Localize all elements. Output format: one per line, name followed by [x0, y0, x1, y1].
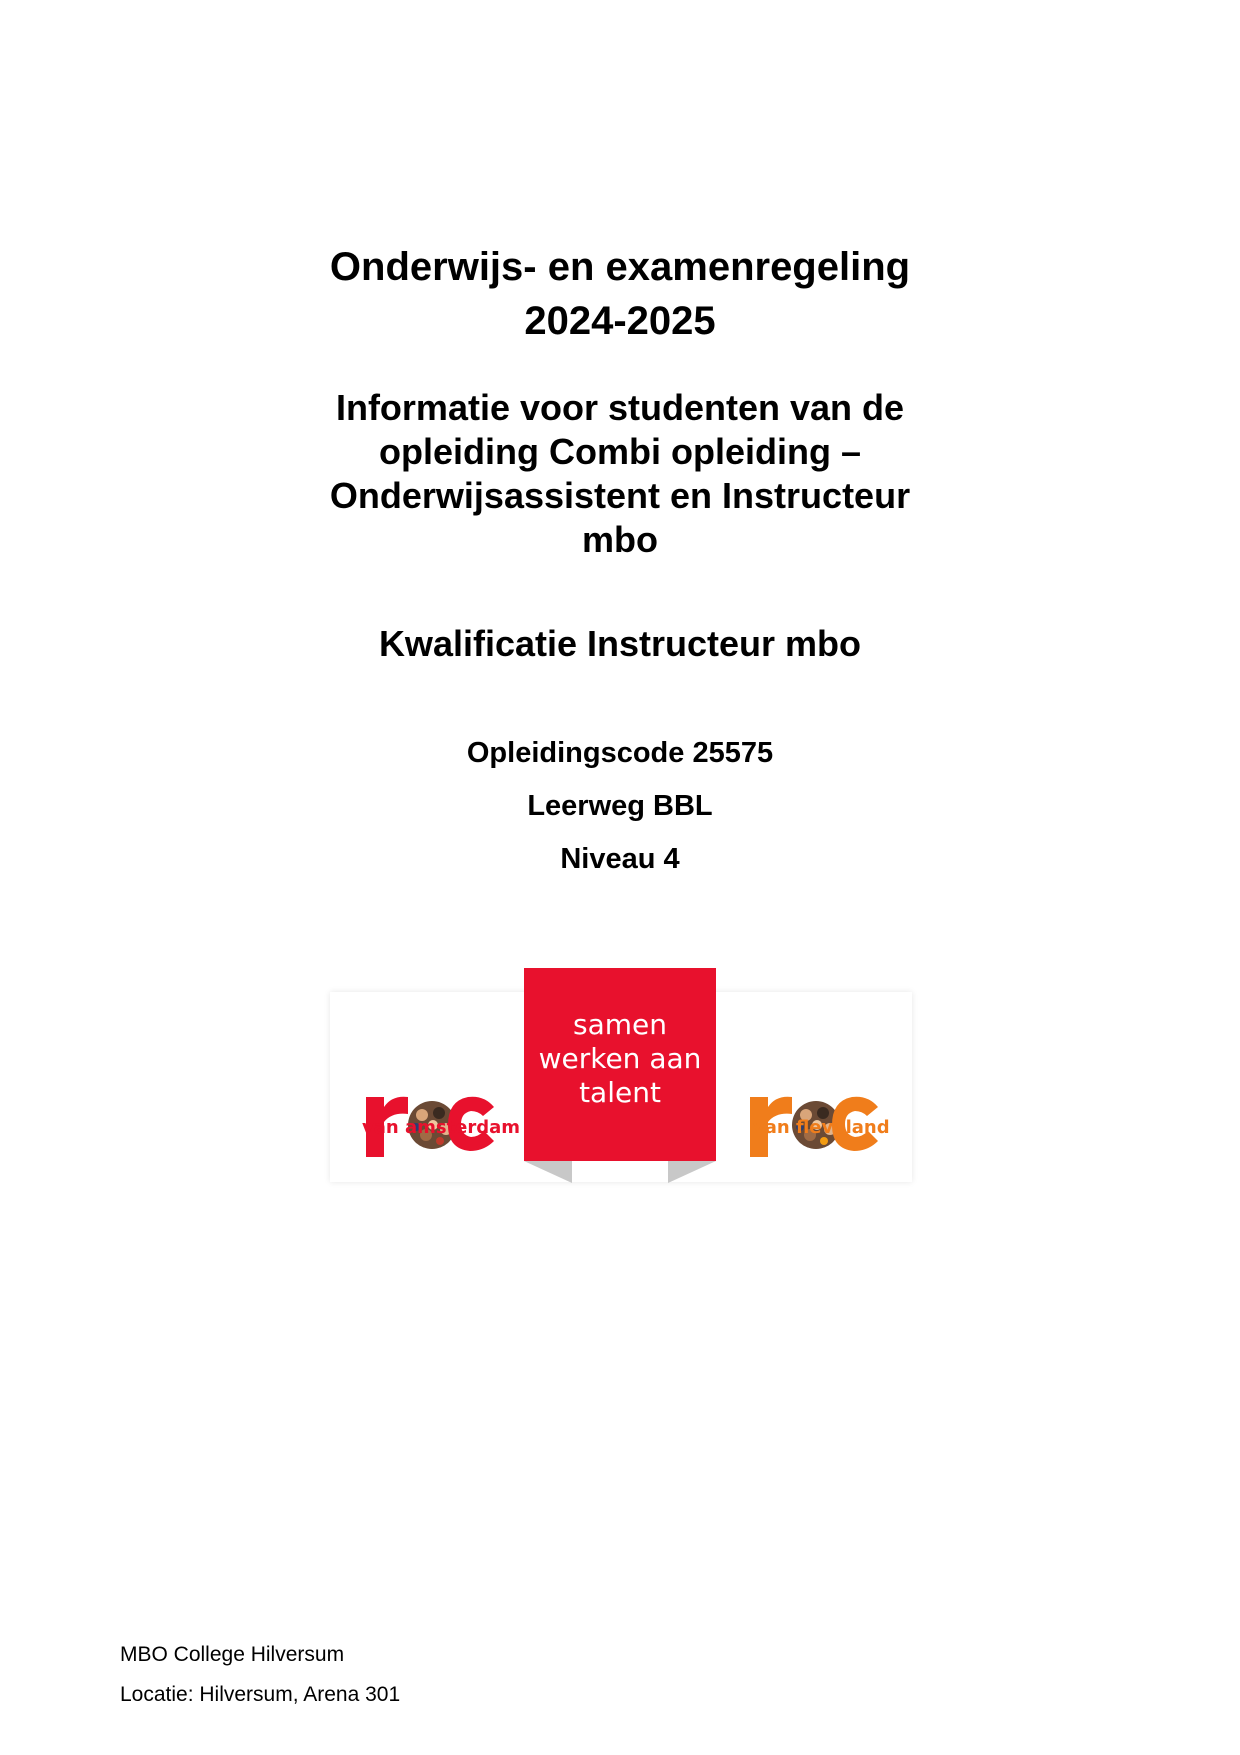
- level: Niveau 4: [560, 843, 680, 875]
- slogan-line-1: samen: [573, 1008, 667, 1041]
- learning-path: Leerweg BBL: [527, 790, 713, 822]
- qualification-heading: Kwalificatie Instructeur mbo: [378, 623, 862, 664]
- slogan-line-2: werken aan: [538, 1042, 702, 1075]
- title-line-1: Onderwijs- en examenregeling: [329, 245, 911, 289]
- subtitle-line-3: Onderwijsassistent en Instructeur: [329, 475, 911, 516]
- ribbon-slogan: [524, 1008, 716, 1110]
- ribbon-tail-left: [524, 1161, 572, 1183]
- roc-amsterdam-name: van amsterdam: [362, 1117, 521, 1138]
- roc-logo-banner: [330, 968, 912, 1192]
- footer-location: Locatie: Hilversum, Arena 301: [120, 1683, 401, 1706]
- slogan-line-3: talent: [579, 1076, 661, 1109]
- subtitle-line-1: Informatie voor studenten van de: [335, 387, 905, 428]
- document-title: [0, 240, 1240, 348]
- document-subtitle: [0, 386, 1240, 562]
- title-line-2: 2024-2025: [524, 299, 716, 343]
- roc-flevoland-name: van flevoland: [753, 1117, 890, 1138]
- program-code: Opleidingscode 25575: [466, 737, 774, 769]
- subtitle-line-4: mbo: [582, 519, 658, 560]
- footer-college: MBO College Hilversum: [120, 1643, 345, 1666]
- subtitle-line-2: opleiding Combi opleiding –: [379, 431, 861, 472]
- ribbon-tail-right: [668, 1161, 716, 1183]
